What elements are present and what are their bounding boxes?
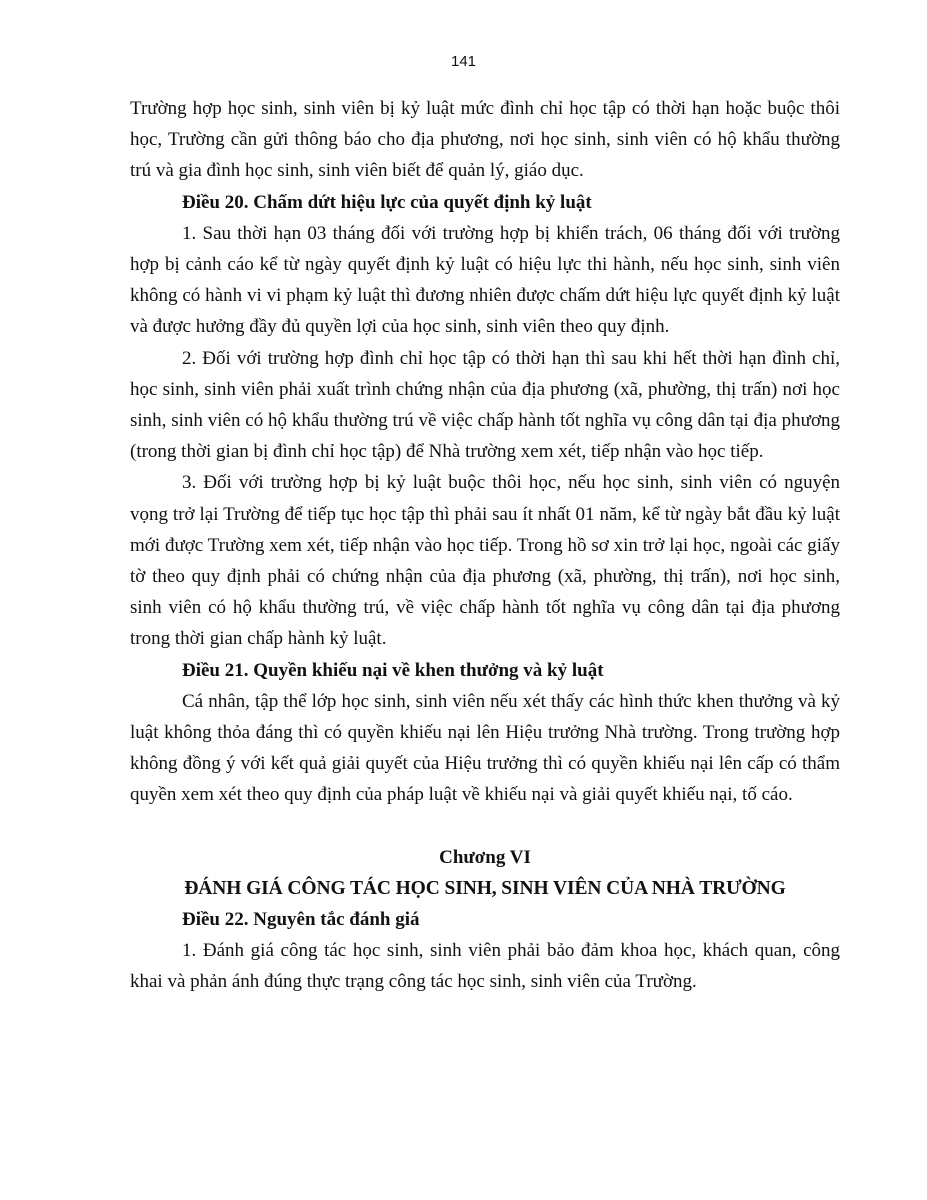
article-22-heading: Điều 22. Nguyên tắc đánh giá [182,909,420,931]
article-22-clause-1: 1. Đánh giá công tác học sinh, sinh viên phải bảo đảm khoa học, khách quan, công khai và phản ánh đúng thực trạng công tác học sinh, sinh viên của Trường. [130,940,840,993]
article-20-clause-3: 3. Đối với trường hợp bị kỷ luật buộc thôi học, nếu học sinh, sinh viên có nguyện vọng trở lại Trường để tiếp tục học tập thì phải sau ít nhất 01 năm, kể từ ngày bắt đầu kỷ luật mới được Trường xem xét, tiếp nhận vào học tiếp. Trong hồ sơ xin trở lại học, ngoài các giấy tờ theo quy định phải có chứng nhận của địa phương (xã, phường, thị trấn), nơi học sinh, sinh viên có hộ khẩu thường trú, về việc chấp hành tốt nghĩa vụ công dân tại địa phương trong thời gian chấp hành kỷ luật. [130,472,840,650]
article-20-clause-2: 2. Đối với trường hợp đình chỉ học tập có thời hạn thì sau khi hết thời hạn đình chỉ, học sinh, sinh viên phải xuất trình chứng nhận của địa phương (xã, phường, thị trấn) nơi học sinh, sinh viên có hộ khẩu thường trú về việc chấp hành tốt nghĩa vụ công dân tại địa phương (trong thời gian bị đình chỉ học tập) để Nhà trường xem xét, tiếp nhận vào học tiếp. [130,347,840,463]
article-21-paragraph: Cá nhân, tập thể lớp học sinh, sinh viên nếu xét thấy các hình thức khen thưởng và kỷ luật không thỏa đáng thì có quyền khiếu nại lên Hiệu trưởng Nhà trường. Trong trường hợp không đồng ý với kết quả giải quyết của Hiệu trưởng thì có quyền khiếu nại lên cấp có thẩm quyền xem xét theo quy định của pháp luật về khiếu nại và giải quyết khiếu nại, tố cáo. [130,690,840,806]
article-21-heading: Điều 21. Quyền khiếu nại về khen thưởng và kỷ luật [182,659,604,681]
article-20-heading: Điều 20. Chấm dứt hiệu lực của quyết định kỷ luật [182,191,592,213]
paragraph-disciplinary-notice: Trường hợp học sinh, sinh viên bị kỷ luật mức đình chỉ học tập có thời hạn hoặc buộc thôi học, Trường cần gửi thông báo cho địa phương, nơi học sinh, sinh viên có hộ khẩu thường trú và gia đình học sinh, sinh viên biết để quản lý, giáo dục. [130,98,840,182]
page-number: 141 [450,53,477,70]
chapter-number: Chương VI [439,846,531,868]
chapter-title: ĐÁNH GIÁ CÔNG TÁC HỌC SINH, SINH VIÊN CỦA NHÀ TRƯỜNG [184,877,786,899]
document-body [130,93,840,998]
article-20-clause-1: 1. Sau thời hạn 03 tháng đối với trường hợp bị khiển trách, 06 tháng đối với trường hợp bị cảnh cáo kể từ ngày quyết định kỷ luật có hiệu lực thi hành, nếu học sinh, sinh viên không có hành vi vi phạm kỷ luật thì đương nhiên được chấm dứt hiệu lực quyết định kỷ luật và được hưởng đầy đủ quyền lợi của học sinh, sinh viên theo quy định. [130,222,840,338]
